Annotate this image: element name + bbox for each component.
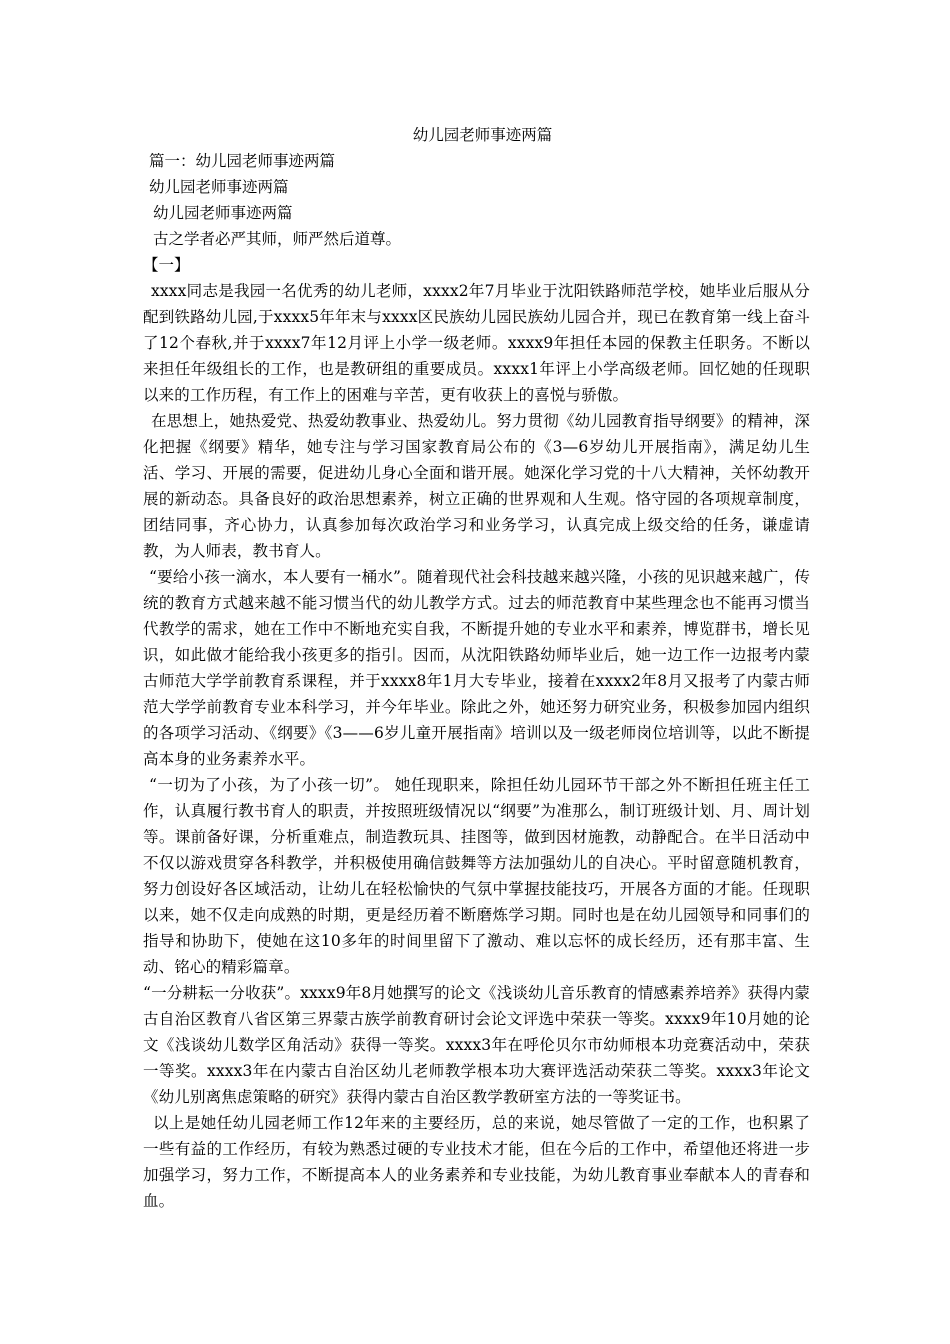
body-paragraph: 以上是她任幼儿园老师工作12年来的主要经历，总的来说，她尽管做了一定的工作，也积累了一些有益的工作经历，有较为熟悉过硬的专业技术才能，但在今后的工作中，希望他还将进一步加强学习，努力工作，不断提高本人的业务素养和专业技能，为幼儿教育事业奉献本人的青春和血。 — [143, 1114, 810, 1210]
body-paragraph: “要给小孩一滴水，本人要有一桶水”。随着现代社会科技越来越兴隆，小孩的见识越来越广，传统的教育方式越来越不能习惯当代的幼儿教学方式。过去的师范教育中某些理念也不能再习惯当代教学的需求，她在工作中不断地充实自我，不断提升她的专业水平和素养，博览群书，增长见识，如此做才能给我小孩更多的指引。因而，从沈阳铁路幼师毕业后，她一边工作一边报考内蒙古师范大学学前教育系课程，并于xxxx8年1月大专毕业，接着在xxxx2年8月又报考了内蒙古师范大学学前教育专业本科学习，并今年毕业。除此之外，她还努力研究业务，积极参加园内组织的各项学习活动、《纲要》《3——6岁儿童开展指南》培训以及一级老师岗位培训等，以此不断提高本身的业务素养水平。 — [143, 568, 810, 768]
document-page — [143, 122, 810, 1214]
heading-line: 古之学者必严其师，师严然后道尊。 — [153, 230, 402, 248]
section-marker: 【一】 — [143, 256, 190, 274]
body-paragraph: xxxx同志是我园一名优秀的幼儿老师，xxxx2年7月毕业于沈阳铁路师范学校，她毕业后服从分配到铁路幼儿园,于xxxx5年年末与xxxx区民族幼儿园民族幼儿园合并，现已在教育第一线上奋斗了12个春秋,并于xxxx7年12月评上小学一级老师。xxxx9年担任本园的保教主任职务。不断以来担任年级组长的工作，也是教研组的重要成员。xxxx1年评上小学高级老师。回忆她的任现职以来的工作历程，有工作上的困难与辛苦，更有收获上的喜悦与骄傲。 — [143, 282, 810, 404]
body-paragraph: 在思想上，她热爱党、热爱幼教事业、热爱幼儿。努力贯彻《幼儿园教育指导纲要》的精神，深化把握《纲要》精华，她专注与学习国家教育局公布的《3—6岁幼儿开展指南》，满足幼儿生活、学习、开展的需要，促进幼儿身心全面和谐开展。她深化学习党的十八大精神，关怀幼教开展的新动态。具备良好的政治思想素养，树立正确的世界观和人生观。恪守园的各项规章制度，团结同事，齐心协力，认真参加每次政治学习和业务学习，认真完成上级交给的任务，谦虚请教，为人师表，教书育人。 — [143, 412, 810, 560]
document-title: 幼儿园老师事迹两篇 — [412, 126, 553, 144]
body-paragraph: “一切为了小孩，为了小孩一切”。 她任现职来，除担任幼儿园环节干部之外不断担任班主任工作，认真履行教书育人的职责，并按照班级情况以“纲要”为准那么，制订班级计划、月、周计划等。课前备好课，分析重难点，制造教玩具、挂图等，做到因材施教，动静配合。在半日活动中不仅以游戏贯穿各科教学，并积极使用确信鼓舞等方法加强幼儿的自决心。平时留意随机教育，努力创设好各区域活动，让幼儿在轻松愉快的气氛中掌握技能技巧，开展各方面的才能。任现职以来，她不仅走向成熟的时期，更是经历着不断磨炼学习期。同时也是在幼儿园领导和同事们的指导和协助下，使她在这10多年的时间里留下了激动、难以忘怀的成长经历，还有那丰富、生动、铭心的精彩篇章。 — [143, 776, 810, 976]
heading-line: 篇一：幼儿园老师事迹两篇 — [149, 152, 336, 170]
heading-line: 幼儿园老师事迹两篇 — [149, 178, 289, 196]
body-paragraph: “一分耕耘一分收获”。xxxx9年8月她撰写的论文《浅谈幼儿音乐教育的情感素养培养》获得内蒙古自治区教育八省区第三界蒙古族学前教育研讨会论文评选中荣获一等奖。xxxx9年10月她的论文《浅谈幼儿数学区角活动》获得一等奖。xxxx3年在呼伦贝尔市幼师根本功竞赛活动中，荣获一等奖。xxxx3年在内蒙古自治区幼儿老师教学根本功大赛评选活动荣获二等奖。xxxx3年论文《幼儿别离焦虑策略的研究》获得内蒙古自治区教学教研室方法的一等奖证书。 — [143, 984, 810, 1106]
heading-line: 幼儿园老师事迹两篇 — [153, 204, 293, 222]
